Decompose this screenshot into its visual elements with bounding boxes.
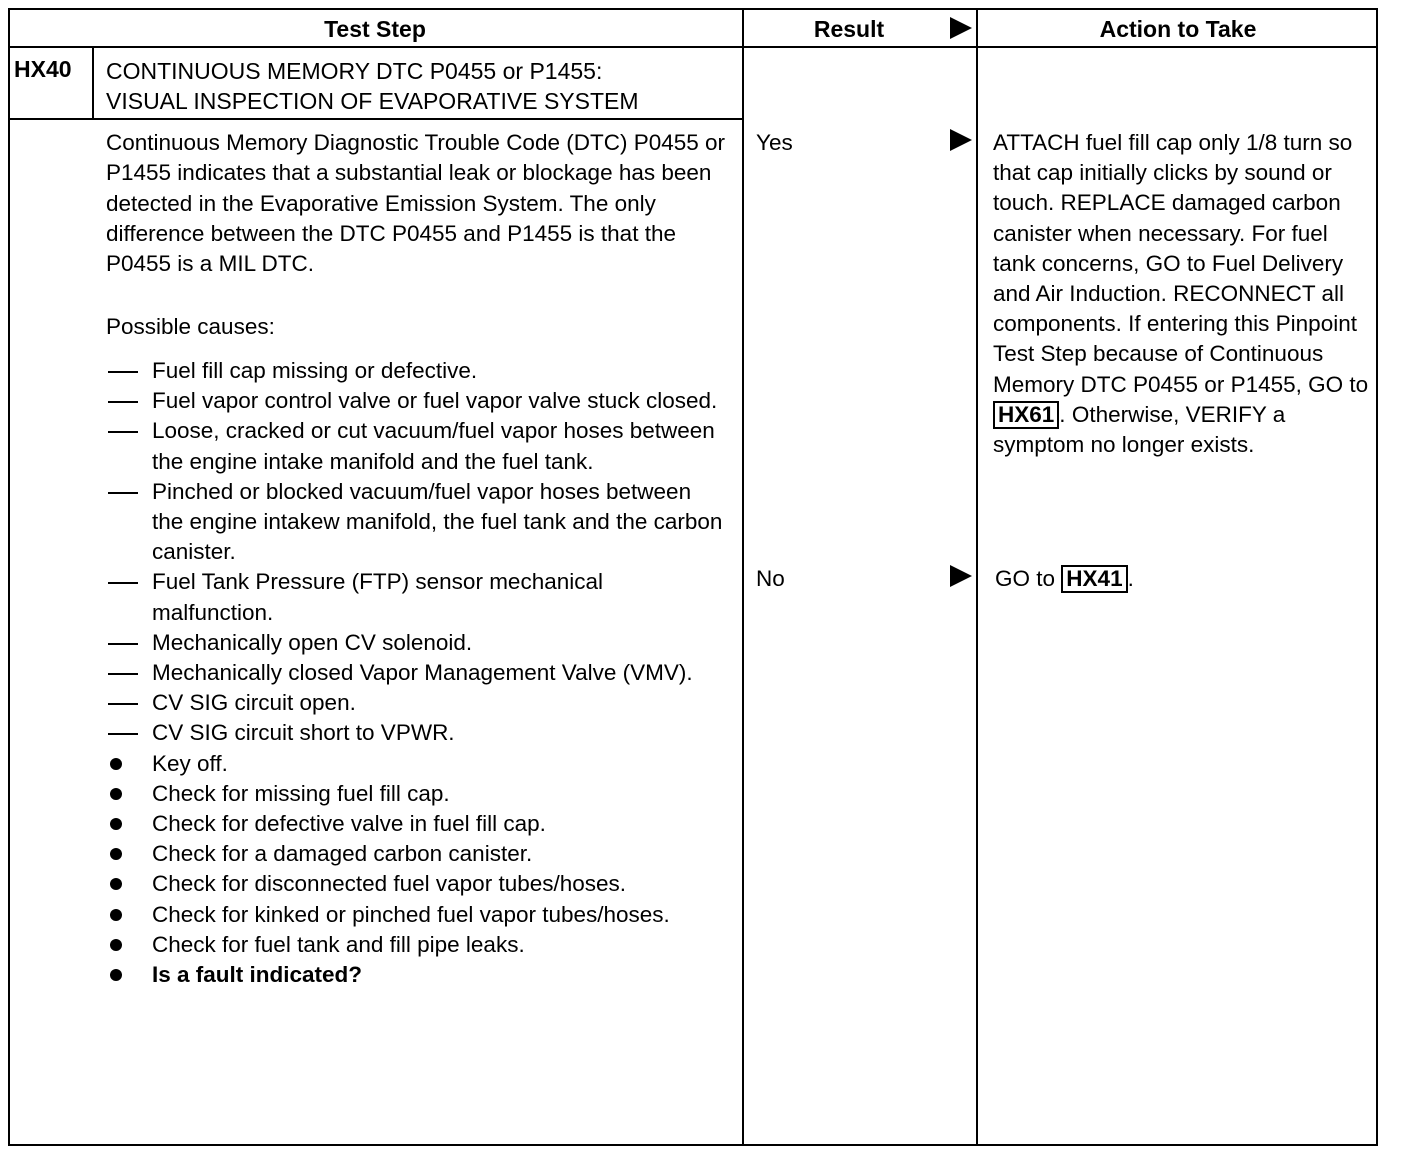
result-arrow-icon: [950, 17, 972, 39]
check-item: Check for defective valve in fuel fill cap.: [152, 811, 546, 837]
cause-item: Loose, cracked or cut vacuum/fuel vapor hoses between the engine intake manifold and the fuel tank.: [152, 418, 715, 474]
possible-causes-label: Possible causes:: [106, 314, 275, 339]
step-title: [106, 56, 736, 116]
check-item: Check for missing fuel fill cap.: [152, 780, 450, 806]
step-title-line1: CONTINUOUS MEMORY DTC P0455 or P1455:: [106, 58, 603, 84]
question-item: Is a fault indicated?: [152, 962, 363, 988]
header-result: Result: [813, 16, 885, 42]
action-no-prefix: GO to: [995, 566, 1056, 591]
step-title-line2: VISUAL INSPECTION OF EVAPORATIVE SYSTEM: [106, 88, 639, 114]
no-arrow-icon: [950, 565, 972, 587]
cause-item: Fuel vapor control valve or fuel vapor valve stuck closed.: [152, 388, 718, 414]
ref-hx41-link[interactable]: HX41: [1061, 565, 1127, 593]
check-item: Check for a damaged carbon canister.: [152, 841, 533, 867]
cause-item: Mechanically open CV solenoid.: [152, 629, 473, 655]
step-description: [106, 128, 726, 279]
result-no: No: [756, 566, 785, 591]
action-no: GO to HX41 .: [995, 566, 1134, 591]
ref-hx61-link[interactable]: HX61: [993, 401, 1059, 429]
title-divider: [8, 118, 742, 120]
cause-item: Mechanically closed Vapor Management Valve (VMV).: [152, 660, 693, 686]
description-text: Continuous Memory Diagnostic Trouble Code (DTC) P0455 or P1455 indicates that a substantial leak or blockage has been detected in the Evaporative Emission System. The only difference between the DTC P0455 and P1455 is that the P0455 is a MIL DTC.: [106, 130, 726, 277]
cause-item: Fuel fill cap missing or defective.: [152, 358, 478, 383]
check-item: Check for fuel tank and fill pipe leaks.: [152, 931, 525, 957]
header-divider: [8, 46, 1378, 48]
result-yes: Yes: [756, 130, 793, 155]
cause-item: Fuel Tank Pressure (FTP) sensor mechanical malfunction.: [152, 569, 603, 625]
check-item: Check for disconnected fuel vapor tubes/hoses.: [152, 871, 627, 897]
yes-arrow-icon: [950, 129, 972, 151]
header-action: Action to Take: [1099, 16, 1257, 42]
divider-result-col: [742, 8, 744, 1146]
action-yes: ATTACH fuel fill cap only 1/8 turn so that cap initially clicks by sound or touch. REPLACE damaged carbon canister when necessary. For fuel tank concerns, GO to Fuel Delivery and Air Induction. RECONNECT all components. If entering this Pinpoint Test Step because of Continuous Memory DTC P0455 or P1455, GO to HX61 . Otherwise, VERIFY a symptom no longer exists.: [993, 130, 1369, 458]
cause-item: CV SIG circuit open.: [152, 690, 356, 716]
action-yes-tail: Otherwise, VERIFY a symptom no longer exists.: [993, 401, 1286, 458]
divider-code-cell: [92, 48, 94, 118]
check-item: Check for kinked or pinched fuel vapor tubes/hoses.: [152, 901, 670, 927]
check-item: Key off.: [152, 750, 228, 776]
causes-and-checks-list: [106, 356, 726, 990]
header-test-step: Test Step: [324, 16, 426, 42]
cause-item: CV SIG circuit short to VPWR.: [152, 720, 455, 746]
step-code: HX40: [14, 56, 72, 82]
action-yes-text: ATTACH fuel fill cap only 1/8 turn so that cap initially clicks by sound or touch. REPLACE damaged carbon canister when necessary. For fuel tank concerns, GO to Fuel Delivery and Air Induction. RECONNECT all components. If entering this Pinpoint Test Step because of Continuous Memory DTC P0455 or P1455, GO to: [993, 130, 1369, 397]
cause-item: Pinched or blocked vacuum/fuel vapor hoses between the engine intakew manifold, the fuel tank and the carbon canister.: [152, 478, 723, 565]
divider-action-col: [976, 8, 978, 1146]
